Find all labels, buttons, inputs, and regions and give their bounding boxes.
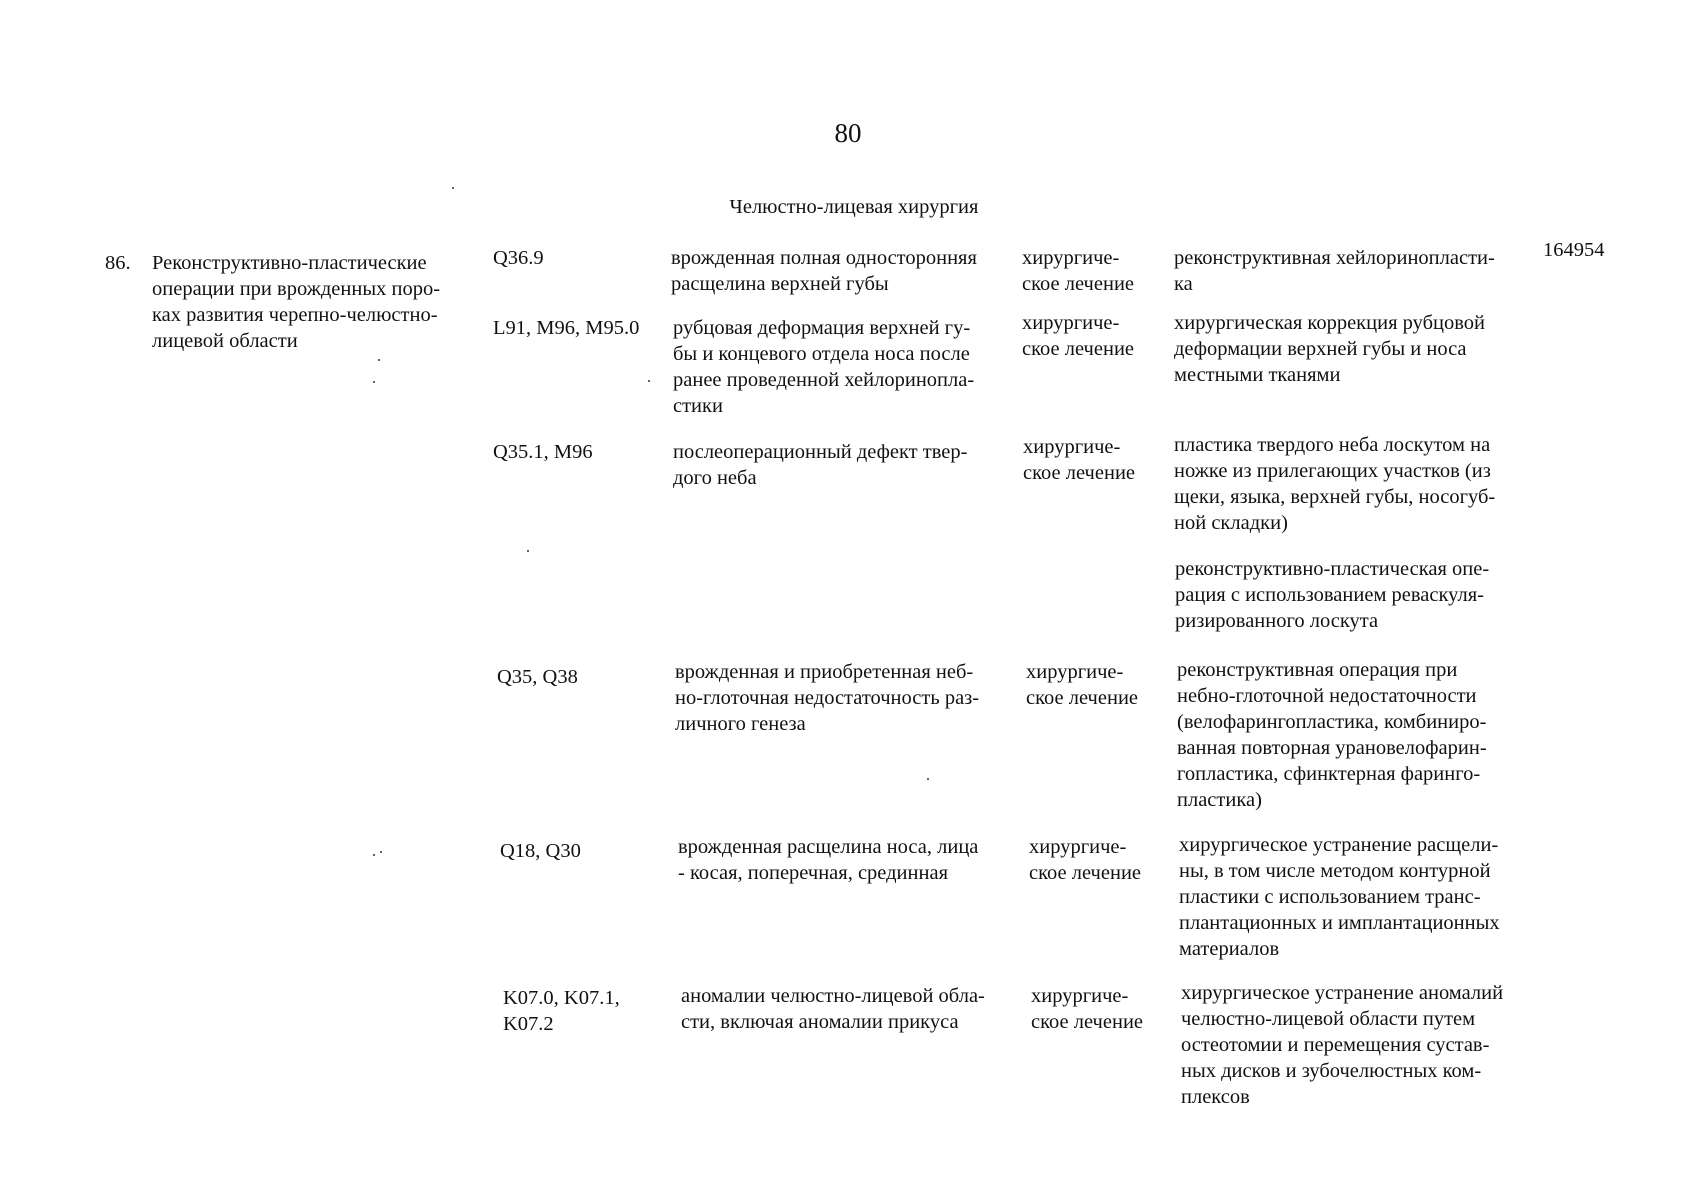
icd-codes: K07.0, K07.1, K07.2: [503, 987, 620, 1035]
icd-codes: Q35.1, M96: [493, 441, 593, 463]
cost-value: 164954: [1543, 239, 1605, 261]
icd-codes: Q36.9: [493, 247, 544, 269]
scan-speck: [373, 854, 375, 856]
scan-speck: [373, 381, 375, 383]
treatment-method-alt: реконструктивно-пластическая опе- рация с использованием реваскуля- ризированного лоскута: [1175, 558, 1490, 632]
treatment-type: хирургиче- ское лечение: [1029, 836, 1142, 884]
diagnosis: аномалии челюстно-лицевой обла- сти, включая аномалии прикуса: [681, 985, 985, 1033]
treatment-method: хирургическое устранение расщели- ны, в том числе методом контурной пластики с использованием транс- плантационных и имплантационных материалов: [1179, 834, 1500, 960]
section-title: Челюстно-лицевая хирургия: [729, 196, 979, 218]
scan-speck: [527, 550, 529, 552]
treatment-type: хирургиче- ское лечение: [1023, 436, 1136, 484]
icd-codes: Q35, Q38: [497, 666, 578, 688]
treatment-type: хирургиче- ское лечение: [1031, 985, 1144, 1033]
diagnosis: рубцовая деформация верхней гу- бы и концевого отдела носа после ранее проведенной хейлоринопла- стики: [673, 317, 975, 417]
treatment-type: хирургиче- ское лечение: [1022, 247, 1135, 295]
treatment-method: реконструктивная хейлоринопласти- ка: [1174, 247, 1495, 295]
scan-speck: [927, 778, 929, 780]
scan-speck: [380, 851, 382, 853]
diagnosis: врожденная полная односторонняя расщелина верхней губы: [671, 247, 977, 295]
diagnosis: врожденная расщелина носа, лица - косая, поперечная, срединная: [678, 836, 979, 884]
treatment-method: хирургическая коррекция рубцовой деформации верхней губы и носа местными тканями: [1174, 312, 1485, 386]
page-number: 80: [834, 118, 862, 148]
icd-codes: L91, M96, M95.0: [493, 317, 640, 339]
scan-speck: [452, 187, 454, 189]
procedure-name: Реконструктивно-пластические операции при врожденных поро- ках развития черепно-челюстно- лицевой области: [152, 252, 441, 352]
diagnosis: послеоперационный дефект твер- дого неба: [673, 441, 968, 489]
treatment-method: реконструктивная операция при небно-глоточной недостаточности (велофарингопластика, комбиниро- ванная повторная урановелофарин- гопластика, сфинктерная фаринго- пластика): [1177, 659, 1487, 811]
treatment-method: хирургическое устранение аномалий челюстно-лицевой области путем остеотомии и перемещения сустав- ных дисков и зубочелюстных ком- плексов: [1181, 982, 1504, 1108]
scan-speck: [378, 359, 380, 361]
entry-number: 86.: [105, 252, 131, 274]
icd-codes: Q18, Q30: [500, 840, 581, 862]
scan-speck: [648, 380, 650, 382]
diagnosis: врожденная и приобретенная неб- но-глоточная недостаточность раз- личного генеза: [675, 661, 980, 735]
treatment-type: хирургиче- ское лечение: [1026, 661, 1139, 709]
treatment-method: пластика твердого неба лоскутом на ножке из прилегающих участков (из щеки, языка, верхней губы, носогуб- ной складки): [1174, 434, 1496, 534]
treatment-type: хирургиче- ское лечение: [1022, 312, 1135, 360]
